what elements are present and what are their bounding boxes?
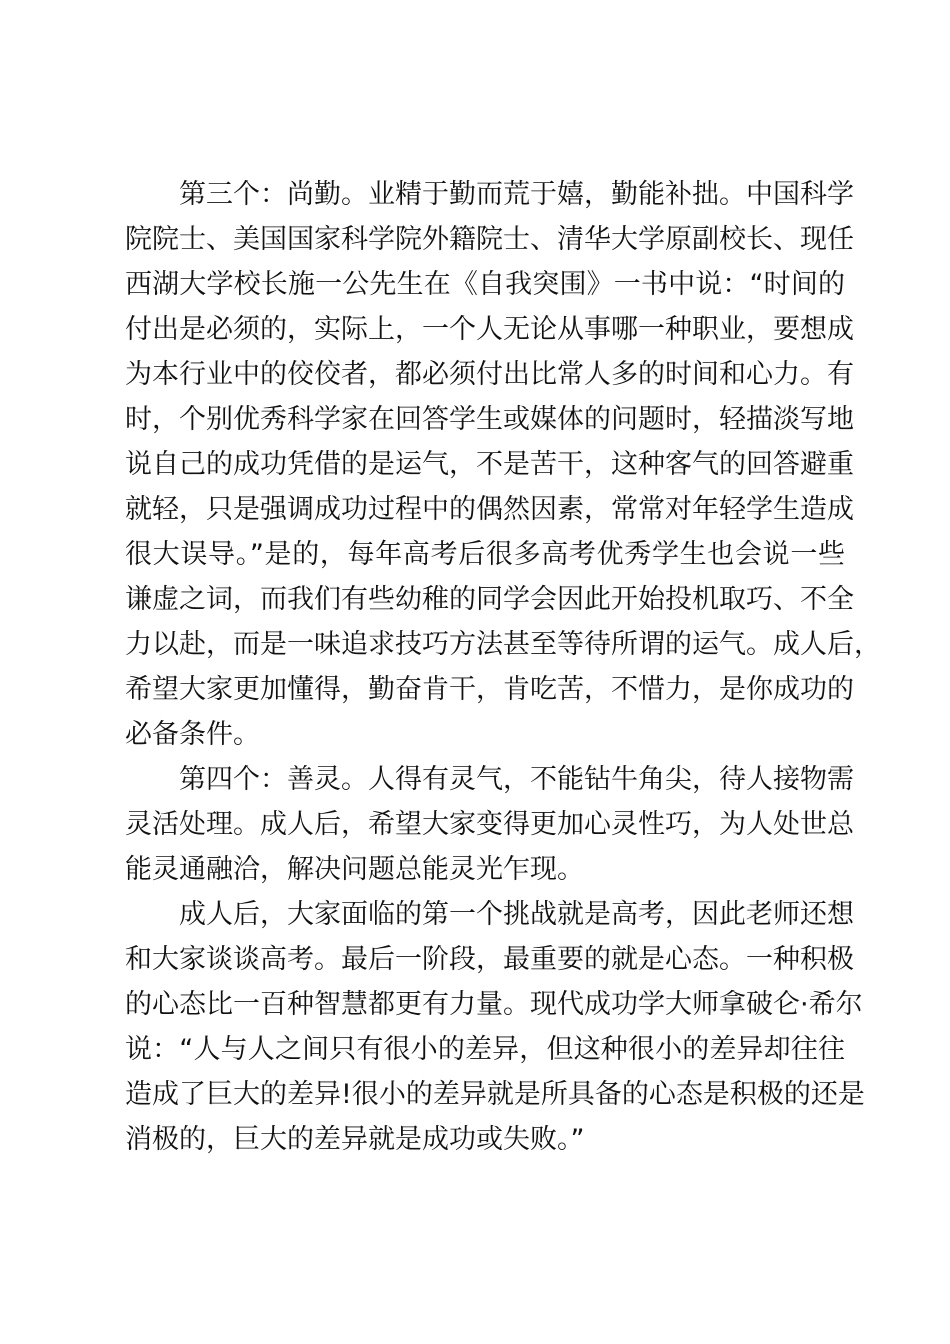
text-line: 院院士、美国国家科学院外籍院士、清华大学原副校长、现任: [125, 224, 854, 255]
text-line: 消极的，巨大的差异就是成功或失败。”: [125, 1124, 585, 1155]
text-line: 造成了巨大的差异!很小的差异就是所具备的心态是积极的还是: [125, 1079, 865, 1110]
text-line: 的心态比一百种智慧都更有力量。现代成功学大师拿破仑·希尔: [125, 989, 863, 1020]
paragraph-gaokao-mindset: [125, 892, 865, 1162]
text-line: 能灵通融洽，解决问题总能灵光乍现。: [125, 854, 584, 885]
text-line: 灵活处理。成人后，希望大家变得更加心灵性巧，为人处世总: [125, 809, 854, 840]
text-line: 成人后，大家面临的第一个挑战就是高考，因此老师还想: [179, 899, 854, 930]
text-line: 西湖大学校长施一公先生在《自我突围》一书中说：“时间的: [125, 269, 845, 300]
text-line: 时，个别优秀科学家在回答学生或媒体的问题时，轻描淡写地: [125, 404, 854, 435]
text-line: 谦虚之词，而我们有些幼稚的同学会因此开始投机取巧、不全: [125, 584, 854, 615]
body-text: [125, 172, 881, 1162]
text-line: 为本行业中的佼佼者，都必须付出比常人多的时间和心力。有: [125, 359, 854, 390]
text-line: 说自己的成功凭借的是运气，不是苦干，这种客气的回答避重: [125, 449, 854, 480]
text-line: 和大家谈谈高考。最后一阶段，最重要的就是心态。一种积极: [125, 944, 854, 975]
text-line: 第三个：尚勤。业精于勤而荒于嬉，勤能补拙。中国科学: [179, 179, 854, 210]
text-line: 付出是必须的，实际上，一个人无论从事哪一种职业，要想成: [125, 314, 854, 345]
text-line: 力以赴，而是一味追求技巧方法甚至等待所谓的运气。成人后，: [125, 629, 881, 660]
paragraph-shang-qin: [125, 172, 881, 757]
text-line: 就轻，只是强调成功过程中的偶然因素，常常对年轻学生造成: [125, 494, 854, 525]
paragraph-shan-ling: [125, 757, 854, 892]
text-line: 说：“人与人之间只有很小的差异，但这种很小的差异却往往: [125, 1034, 845, 1065]
text-line: 希望大家更加懂得，勤奋肯干，肯吃苦，不惜力，是你成功的: [125, 674, 854, 705]
text-line: 必备条件。: [125, 719, 260, 750]
text-line: 很大误导。”是的，每年高考后很多高考优秀学生也会说一些: [125, 539, 845, 570]
text-line: 第四个：善灵。人得有灵气，不能钻牛角尖，待人接物需: [179, 764, 854, 795]
